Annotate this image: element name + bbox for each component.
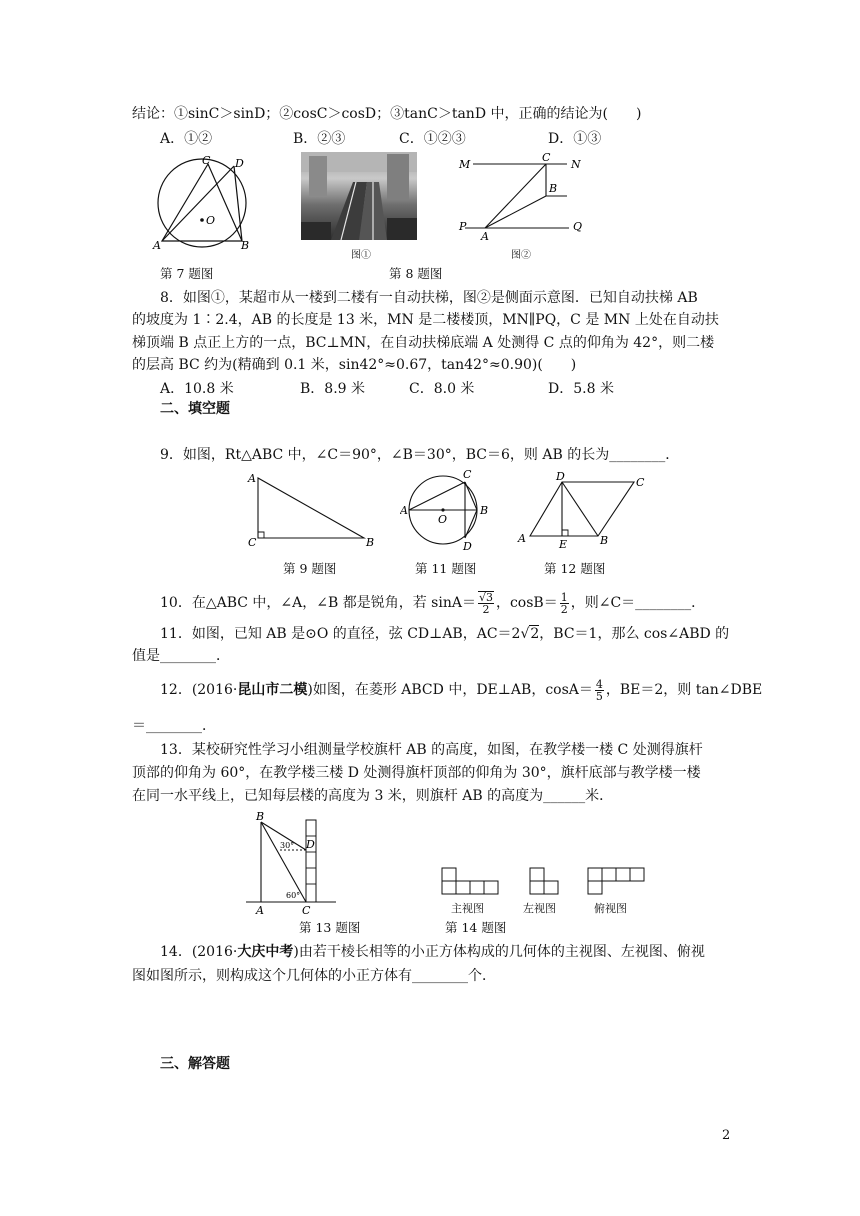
q10-frac-cos: $\frac{1}{2}$ [560,590,568,616]
q11-label-b: B [480,504,489,517]
q11-line-1: 11．如图，已知 AB 是⊙O 的直径，弦 CD⊥AB，AC＝2√2，BC＝1，那么 cos∠ABD 的 [160,626,730,642]
q8-label-b: B [549,182,558,195]
q12-label-b: B [600,534,609,547]
q12-caption: 第 12 题图 [544,561,606,576]
q10-text: 10．在△ABC 中，∠A，∠B 都是锐角，若 sinA＝ $\frac{√3}{2}$ ，cosB＝ $\frac{1}{2}$ ，则∠C＝________． [160,590,706,616]
q13-angle-60: 60° [286,891,301,900]
q14-label-top: 俯视图 [594,902,627,915]
q8-fig1-caption: 图① [351,250,371,261]
q13-label-d: D [306,838,315,851]
q7-label-d: D [235,157,244,170]
q7-stem: 结论：①sinC＞sinD；②cosC＞cosD；③tanC＞tanD 中，正确的结论为( ) [132,106,642,122]
q8-line-4: 的层高 BC 约为(精确到 0.1 米，sin42°≈0.67，tan42°≈0.90)( ) [132,357,577,373]
q13-label-b: B [256,810,265,823]
q7-option-a: A．①② [160,131,213,147]
q8-label-a: A [481,230,489,243]
section-fill-in-blank: 二、填空题 [160,401,230,417]
q7-triangle [162,164,242,241]
q13-angle-30: 30° [280,841,295,850]
q8-caption: 第 8 题图 [389,266,443,281]
q7-option-d: D．①③ [548,131,602,147]
q14-line-1: 14．(2016·大庆中考)由若干棱长相等的小正方体构成的几何体的主视图、左视图、俯视 [160,944,705,960]
page-number: 2 [722,1128,731,1143]
q13-figure [240,810,340,920]
q8-label-n: N [571,158,581,171]
q8-figure2 [455,150,595,246]
q8-label-p: P [459,220,467,233]
q14-top-view [588,868,644,894]
q13-line-1: 13．某校研究性学习小组测量学校旗杆 AB 的高度，如图，在教学楼一楼 C 处测得旗杆 [160,742,703,758]
q14-front-view [442,868,498,894]
q12-figure [512,470,648,550]
q14-figure [438,860,658,900]
q8-label-q: Q [573,220,583,233]
q11-label-d: D [463,540,472,552]
q8-option-d: D．5.8 米 [548,381,614,397]
q13-label-a: A [256,904,264,917]
q12-label-c: C [636,476,645,489]
q12-line-2: ＝________． [132,718,216,734]
q9-text: 9．如图，Rt△ABC 中，∠C＝90°，∠B＝30°，BC＝6，则 AB 的长为________． [160,447,680,463]
q9-label-c: C [248,536,257,549]
q11-figure [400,466,492,552]
q12-label-e: E [559,538,568,550]
q7-label-c: C [202,154,211,167]
q8-option-c: C．8.0 米 [409,381,475,397]
q8-option-b: B．8.9 米 [300,381,366,397]
q7-circle [158,159,246,247]
q12-label-d: D [556,470,565,483]
q7-label-o: O [206,214,216,227]
q7-caption: 第 7 题图 [160,266,214,281]
q8-line-3: 梯顶端 B 点正上方的一点，BC⊥MN，在自动扶梯底端 A 处测得 C 点的仰角为 42°，则二楼 [132,335,715,351]
q13-line-3: 在同一水平线上，已知每层楼的高度为 3 米，则旗杆 AB 的高度为______米． [132,788,614,804]
q7-option-b: B．②③ [293,131,346,147]
q8-label-c: C [542,151,551,164]
q7-label-b: B [241,239,250,252]
q8-fig2-caption: 图② [511,250,531,261]
q14-caption: 第 14 题图 [445,920,507,935]
q9-label-b: B [366,536,375,549]
q9-caption: 第 9 题图 [283,561,337,576]
q13-line-2: 顶部的仰角为 60°，在教学楼三楼 D 处测得旗杆顶部的仰角为 30°，旗杆底部与教学楼一楼 [132,765,701,781]
q12-label-a: A [518,532,526,545]
q11-line-2: 值是________． [132,648,230,664]
q9-label-a: A [248,472,256,485]
q11-label-o: O [438,513,448,526]
q12-frac-cos: $\frac{4}{5}$ [595,677,603,703]
q11-label-c: C [463,468,472,481]
section-solutions: 三、解答题 [160,1056,230,1072]
q7-label-a: A [153,239,161,252]
q14-label-front: 主视图 [451,902,484,915]
q14-left-view [530,868,558,894]
q11-label-a: A [400,504,408,517]
q10-frac-sin: $\frac{√3}{2}$ [478,591,493,616]
q7-option-c: C．①②③ [399,131,466,147]
q9-figure [240,470,380,550]
q8-line-2: 的坡度为 1∶2.4，AB 的长度是 13 米，MN 是二楼楼顶，MN∥PQ，C 是 MN 上处在自动扶 [132,312,719,328]
q13-label-c: C [302,904,311,917]
q7-figure [150,152,260,262]
escalator-photo [301,152,417,240]
q8-option-a: A．10.8 米 [160,381,234,397]
q8-label-m: M [459,158,471,171]
q13-caption: 第 13 题图 [299,920,361,935]
q12-line-1: 12．(2016·昆山市二模)如图，在菱形 ABCD 中，DE⊥AB，cosA＝ $\frac{4}{5}$ ，BE＝2，则 tan∠DBE [160,677,763,703]
q14-line-2: 图如图所示，则构成这个几何体的小正方体有________个． [132,968,496,984]
q14-label-left: 左视图 [523,902,556,915]
q11-caption: 第 11 题图 [415,561,477,576]
q8-line-1: 8．如图①，某超市从一楼到二楼有一自动扶梯，图②是侧面示意图．已知自动扶梯 AB [160,290,698,306]
